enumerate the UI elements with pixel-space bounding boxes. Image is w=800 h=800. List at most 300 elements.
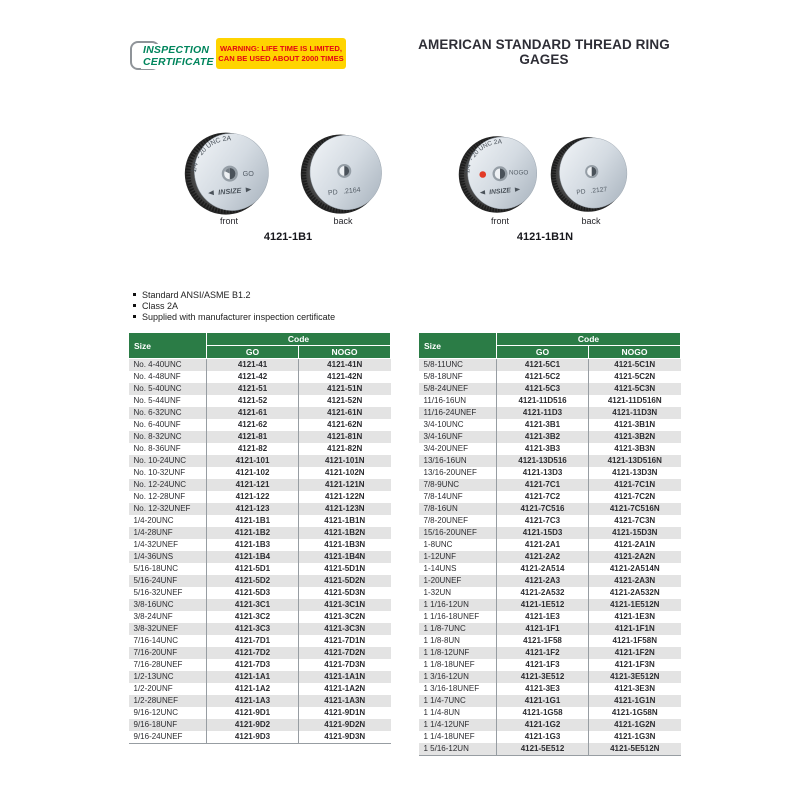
nogo-code-cell: 4121-1B3N (299, 539, 391, 551)
nogo-code-cell: 4121-1F1N (589, 623, 681, 635)
nogo-code-cell: 4121-1A3N (299, 695, 391, 707)
table-row (419, 359, 681, 372)
go-code-cell: 4121-123 (207, 503, 299, 515)
nogo-code-cell: 4121-15D3N (589, 527, 681, 539)
logo-line2: CERTIFICATE (143, 55, 214, 68)
nogo-code-cell: 4121-7C1N (589, 479, 681, 491)
table-row (419, 707, 681, 719)
table-row (419, 443, 681, 455)
table-row (129, 515, 391, 527)
size-cell: 1/2-20UNF (133, 684, 173, 693)
nogo-code-cell: 4121-2A514N (589, 563, 681, 575)
svg-text:PD.2127: PD .2127 (576, 186, 608, 197)
nogo-code-cell: 4121-5C2N (589, 371, 681, 383)
nogo-code-cell: 4121-5E512N (589, 743, 681, 756)
thread-gage-table-left (128, 332, 391, 744)
go-code-cell: 4121-3C2 (207, 611, 299, 623)
nogo-code-cell: 4121-2A3N (589, 575, 681, 587)
go-code-cell: 4121-3E512 (497, 671, 589, 683)
table-row (129, 611, 391, 623)
go-code-cell: 4121-122 (207, 491, 299, 503)
go-code-cell: 4121-9D2 (207, 719, 299, 731)
go-code-cell: 4121-1G1 (497, 695, 589, 707)
table-row (129, 731, 391, 744)
front-view-label: front (490, 216, 509, 226)
nogo-code-cell: 4121-42N (299, 371, 391, 383)
size-cell: 5/16-24UNF (129, 575, 207, 587)
go-code-cell: 4121-5D3 (207, 587, 299, 599)
square-bullet-icon (133, 304, 136, 307)
size-cell: 9/16-12UNC (133, 708, 178, 717)
size-cell: No. 4-48UNF (133, 372, 181, 381)
table-row (129, 575, 391, 587)
size-cell: 3/4-16UNF (419, 431, 497, 443)
center-hole (337, 164, 351, 178)
nogo-column-header: NOGO (589, 346, 681, 359)
front-view-label: front (219, 216, 238, 226)
nogo-code-cell: 4121-41N (299, 359, 391, 372)
go-code-cell: 4121-7D1 (207, 635, 299, 647)
feature-list (133, 289, 335, 322)
gage-photo-nogo-back (550, 132, 632, 214)
size-cell: 1/4-20UNC (133, 516, 174, 525)
table-body (419, 359, 681, 756)
size-cell: 1 1/4-12UNF (419, 719, 497, 731)
table-row (419, 515, 681, 527)
lifetime-warning-badge (216, 38, 346, 69)
table-row (419, 599, 681, 611)
size-cell: 1/4-28UNF (129, 527, 207, 539)
nogo-red-dot (479, 171, 486, 178)
table-row (129, 383, 391, 395)
table-row (129, 719, 391, 731)
size-cell: 1 3/16-12UN (419, 671, 497, 683)
table-row (129, 659, 391, 671)
go-code-cell: 4121-1F3 (497, 659, 589, 671)
table-row (419, 407, 681, 419)
size-cell: No. 8-32UNC (129, 431, 207, 443)
table-row (129, 395, 391, 407)
size-cell: 3/4-10UNC (423, 420, 464, 429)
go-code-cell: 4121-1A2 (207, 683, 299, 695)
table-row (419, 743, 681, 756)
size-cell: No. 5-40UNC (129, 383, 207, 395)
size-cell: 1 3/16-18UNEF (423, 684, 480, 693)
go-code-cell: 4121-15D3 (497, 527, 589, 539)
table-row (419, 563, 681, 575)
table-row (419, 635, 681, 647)
go-code-cell: 4121-2A2 (497, 551, 589, 563)
nogo-code-cell: 4121-1G3N (589, 731, 681, 743)
go-code-cell: 4121-1B4 (207, 551, 299, 563)
nogo-code-cell: 4121-5D2N (299, 575, 391, 587)
nogo-code-cell: 4121-3B3N (589, 443, 681, 455)
nogo-code-cell: 4121-3B1N (589, 419, 681, 431)
table-row (419, 551, 681, 563)
size-cell: No. 12-24UNC (129, 479, 207, 491)
go-code-cell: 4121-42 (207, 371, 299, 383)
size-column-header: Size (419, 333, 497, 359)
nogo-code-cell: 4121-1E3N (589, 611, 681, 623)
nogo-column-header: NOGO (299, 346, 391, 359)
nogo-code-cell: 4121-9D2N (299, 719, 391, 731)
nogo-code-cell: 4121-121N (299, 479, 391, 491)
table-row (419, 647, 681, 659)
nogo-code-cell: 4121-1B1N (299, 515, 391, 527)
size-cell: No. 10-24UNC (129, 455, 207, 467)
size-cell: No. 12-32UNEF (129, 503, 207, 515)
table-row (419, 575, 681, 587)
size-cell: 7/16-20UNF (129, 647, 207, 659)
size-cell: No. 8-36UNF (133, 444, 181, 453)
size-cell: 13/16-16UN (419, 455, 497, 467)
nogo-code-cell: 4121-123N (299, 503, 391, 515)
size-cell: No. 6-32UNC (129, 407, 207, 419)
size-cell: 1/2-13UNC (129, 671, 207, 683)
center-hole (585, 165, 598, 178)
go-code-cell: 4121-11D3 (497, 407, 589, 419)
table-row (419, 611, 681, 623)
table-row (419, 671, 681, 683)
go-code-cell: 4121-1B3 (207, 539, 299, 551)
go-code-cell: 4121-3C3 (207, 623, 299, 635)
size-cell: 1 1/4-8UN (423, 708, 460, 717)
back-view-label: back (581, 216, 601, 226)
go-code-cell: 4121-51 (207, 383, 299, 395)
table-row (419, 503, 681, 515)
gage-photo-go-front (184, 127, 274, 217)
go-code-cell: 4121-3E3 (497, 683, 589, 695)
nogo-code-cell: 4121-1G2N (589, 719, 681, 731)
table-row (419, 371, 681, 383)
table-row (129, 635, 391, 647)
table-row (419, 455, 681, 467)
table-row (419, 719, 681, 731)
size-cell: 1 5/16-12UN (419, 743, 497, 756)
table-row (129, 443, 391, 455)
go-code-cell: 4121-7C2 (497, 491, 589, 503)
go-code-cell: 4121-101 (207, 455, 299, 467)
go-code-cell: 4121-7C516 (497, 503, 589, 515)
nogo-code-cell: 4121-1F3N (589, 659, 681, 671)
table-row (129, 407, 391, 419)
table-row (129, 359, 391, 372)
size-cell: 3/8-32UNEF (129, 623, 207, 635)
nogo-code-cell: 4121-2A1N (589, 539, 681, 551)
go-code-cell: 4121-1E3 (497, 611, 589, 623)
go-code-cell: 4121-2A532 (497, 587, 589, 599)
go-code-cell: 4121-3B1 (497, 419, 589, 431)
nogo-code-cell: 4121-7D1N (299, 635, 391, 647)
go-code-cell: 4121-1G3 (497, 731, 589, 743)
table-row (129, 503, 391, 515)
go-code-cell: 4121-3B2 (497, 431, 589, 443)
nogo-code-cell: 4121-1A2N (299, 683, 391, 695)
model-caption-go: 4121-1B1 (263, 231, 313, 243)
warning-line2: CAN BE USED ABOUT 2000 TIMES (218, 53, 344, 63)
feature-item (133, 311, 335, 322)
go-code-cell: 4121-1B2 (207, 527, 299, 539)
size-cell: 1-8UNC (423, 540, 453, 549)
nogo-code-cell: 4121-5D3N (299, 587, 391, 599)
nogo-code-cell: 4121-51N (299, 383, 391, 395)
go-code-cell: 4121-61 (207, 407, 299, 419)
size-cell: No. 5-44UNF (133, 396, 181, 405)
nogo-code-cell: 4121-1G58N (589, 707, 681, 719)
table-header (419, 333, 681, 359)
nogo-code-cell: 4121-5C1N (589, 359, 681, 372)
table-row (419, 695, 681, 707)
go-code-cell: 4121-1E512 (497, 599, 589, 611)
size-cell: 3/4-20UNEF (423, 444, 468, 453)
table-row (129, 563, 391, 575)
logo-line1: INSPECTION (143, 44, 210, 56)
size-cell: 5/16-18UNC (133, 564, 178, 573)
size-cell: 3/8-16UNC (129, 599, 207, 611)
go-code-cell: 4121-7D3 (207, 659, 299, 671)
size-cell: No. 12-28UNF (133, 492, 186, 501)
nogo-code-cell: 4121-9D1N (299, 707, 391, 719)
code-column-header: Code (497, 333, 681, 346)
go-code-cell: 4121-1G2 (497, 719, 589, 731)
nogo-code-cell: 4121-61N (299, 407, 391, 419)
nogo-code-cell: 4121-7D2N (299, 647, 391, 659)
nogo-code-cell: 4121-9D3N (299, 731, 391, 744)
table-row (129, 491, 391, 503)
size-cell: 13/16-20UNEF (423, 468, 477, 477)
thread-gage-table-right (418, 332, 681, 756)
go-code-cell: 4121-5D1 (207, 563, 299, 575)
table-row (129, 587, 391, 599)
nogo-code-cell: 4121-1B2N (299, 527, 391, 539)
table-row (419, 491, 681, 503)
nogo-code-cell: 4121-7C2N (589, 491, 681, 503)
table-row (129, 707, 391, 719)
table-row (129, 467, 391, 479)
table-row (419, 731, 681, 743)
go-code-cell: 4121-11D516 (497, 395, 589, 407)
table-row (129, 479, 391, 491)
svg-text:PD.2164: PD .2164 (327, 186, 361, 198)
go-code-cell: 4121-7C1 (497, 479, 589, 491)
size-cell: 7/8-16UN (419, 503, 497, 515)
nogo-code-cell: 4121-3E3N (589, 683, 681, 695)
nogo-code-cell: 4121-1E512N (589, 599, 681, 611)
table-row (419, 539, 681, 551)
size-cell: 1/4-32UNEF (133, 540, 178, 549)
go-code-cell: 4121-7D2 (207, 647, 299, 659)
go-code-cell: 4121-2A1 (497, 539, 589, 551)
table-row (419, 527, 681, 539)
nogo-code-cell: 4121-52N (299, 395, 391, 407)
nogo-code-cell: 4121-5C3N (589, 383, 681, 395)
nogo-code-cell: 4121-102N (299, 467, 391, 479)
table-row (129, 551, 391, 563)
size-cell: No. 4-40UNC (129, 359, 207, 372)
go-code-cell: 4121-9D3 (207, 731, 299, 744)
svg-text:INSIZE: INSIZE (488, 187, 512, 197)
nogo-code-cell: 4121-11D3N (589, 407, 681, 419)
go-code-cell: 4121-121 (207, 479, 299, 491)
go-code-cell: 4121-1F58 (497, 635, 589, 647)
size-cell: 1 1/4-18UNEF (423, 732, 475, 741)
go-code-cell: 4121-5E512 (497, 743, 589, 756)
size-cell: 7/16-28UNEF (133, 660, 183, 669)
go-code-cell: 4121-5D2 (207, 575, 299, 587)
size-cell: 1 1/8-18UNEF (423, 660, 475, 669)
go-code-cell: 4121-1A1 (207, 671, 299, 683)
nogo-code-cell: 4121-82N (299, 443, 391, 455)
go-code-cell: 4121-1F2 (497, 647, 589, 659)
nogo-code-cell: 4121-81N (299, 431, 391, 443)
svg-text:INSIZE: INSIZE (217, 185, 242, 197)
table-row (129, 527, 391, 539)
size-cell: No. 10-32UNF (133, 468, 186, 477)
go-code-cell: 4121-9D1 (207, 707, 299, 719)
gage-photo-go-back (300, 129, 387, 216)
feature-text: Class 2A (142, 300, 179, 311)
size-cell: 9/16-24UNEF (129, 731, 207, 744)
size-cell: 5/16-32UNEF (133, 588, 183, 597)
table-row (419, 419, 681, 431)
go-code-cell: 4121-5C2 (497, 371, 589, 383)
gage-photo-nogo-front (458, 131, 542, 215)
size-cell: 5/8-24UNEF (419, 383, 497, 395)
go-code-cell: 4121-2A3 (497, 575, 589, 587)
go-code-cell: 4121-1G58 (497, 707, 589, 719)
nogo-code-cell: 4121-1A1N (299, 671, 391, 683)
table-row (129, 455, 391, 467)
nogo-code-cell: 4121-7D3N (299, 659, 391, 671)
page-title: AMERICAN STANDARD THREAD RING GAGES (418, 37, 670, 67)
table-row (129, 371, 391, 383)
nogo-code-cell: 4121-62N (299, 419, 391, 431)
size-cell: 7/16-14UNC (133, 636, 178, 645)
size-cell: 1-12UNF (419, 551, 497, 563)
size-cell: 5/8-18UNF (423, 372, 463, 381)
size-cell: 7/8-9UNC (419, 479, 497, 491)
size-cell: 1 1/8-12UNF (419, 647, 497, 659)
size-cell: 15/16-20UNEF (419, 527, 497, 539)
thread-spec-arc-text: 1/4" - 20 UNC 2A (190, 135, 232, 173)
nogo-code-cell: 4121-2A532N (589, 587, 681, 599)
go-code-cell: 4121-82 (207, 443, 299, 455)
table-row (129, 623, 391, 635)
size-cell: 1-20UNEF (419, 575, 497, 587)
go-code-cell: 4121-41 (207, 359, 299, 372)
table-row (419, 395, 681, 407)
nogo-code-cell: 4121-1F58N (589, 635, 681, 647)
table-row (419, 623, 681, 635)
feature-item (133, 300, 335, 311)
code-column-header: Code (207, 333, 391, 346)
size-cell: 3/8-24UNF (133, 612, 173, 621)
table-row (419, 383, 681, 395)
nogo-code-cell: 4121-1G1N (589, 695, 681, 707)
go-code-cell: 4121-81 (207, 431, 299, 443)
size-cell: 1 1/16-18UNEF (423, 612, 480, 621)
square-bullet-icon (133, 293, 136, 296)
nogo-code-cell: 4121-3B2N (589, 431, 681, 443)
nogo-code-cell: 4121-7C3N (589, 515, 681, 527)
table-row (129, 599, 391, 611)
size-cell: 7/8-14UNF (423, 492, 463, 501)
go-code-cell: 4121-1A3 (207, 695, 299, 707)
size-cell: 1/4-36UNS (129, 551, 207, 563)
size-cell: 9/16-18UNF (129, 719, 207, 731)
size-cell: 1 1/16-12UN (419, 599, 497, 611)
table-row (129, 647, 391, 659)
center-hole (493, 166, 508, 181)
go-code-cell: 4121-13D3 (497, 467, 589, 479)
nogo-code-cell: 4121-3C1N (299, 599, 391, 611)
nogo-code-cell: 4121-7C516N (589, 503, 681, 515)
feature-item (133, 289, 335, 300)
go-code-cell: 4121-13D516 (497, 455, 589, 467)
table-row (129, 431, 391, 443)
go-code-cell: 4121-52 (207, 395, 299, 407)
feature-text: Standard ANSI/ASME B1.2 (142, 289, 251, 300)
table-row (129, 539, 391, 551)
center-hole (222, 166, 238, 182)
nogo-code-cell: 4121-3E512N (589, 671, 681, 683)
warning-line1: WARNING: LIFE TIME IS LIMITED, (220, 44, 342, 53)
go-code-cell: 4121-7C3 (497, 515, 589, 527)
size-cell: 5/8-11UNC (419, 359, 497, 372)
go-code-cell: 4121-102 (207, 467, 299, 479)
inspection-certificate-logo (130, 40, 225, 74)
go-column-header: GO (497, 346, 589, 359)
table-row (129, 683, 391, 695)
table-row (129, 695, 391, 707)
table-row (129, 419, 391, 431)
size-cell: 1/2-28UNEF (129, 695, 207, 707)
nogo-code-cell: 4121-101N (299, 455, 391, 467)
nogo-code-cell: 4121-1B4N (299, 551, 391, 563)
nogo-code-cell: 4121-122N (299, 491, 391, 503)
table-body (129, 359, 391, 744)
nogo-code-cell: 4121-3C2N (299, 611, 391, 623)
go-code-cell: 4121-3C1 (207, 599, 299, 611)
go-code-cell: 4121-2A514 (497, 563, 589, 575)
table-row (419, 587, 681, 599)
logo-text (141, 44, 216, 69)
nogo-code-cell: 4121-13D3N (589, 467, 681, 479)
square-bullet-icon (133, 315, 136, 318)
size-cell: 1 1/4-7UNC (419, 695, 497, 707)
size-column-header: Size (129, 333, 207, 359)
size-cell: 11/16-16UN (423, 396, 467, 405)
size-cell: 1-14UNS (423, 564, 457, 573)
size-cell: 1 1/8-8UN (423, 636, 460, 645)
table-row (419, 479, 681, 491)
table-header (129, 333, 391, 359)
nogo-code-cell: 4121-5D1N (299, 563, 391, 575)
size-cell: 1-32UN (423, 588, 452, 597)
table-row (419, 683, 681, 695)
size-cell: 1 1/8-7UNC (419, 623, 497, 635)
nogo-code-cell: 4121-3C3N (299, 623, 391, 635)
thread-spec-arc-text: 1/4" - 20 UNC 2A (464, 138, 503, 174)
go-code-cell: 4121-3B3 (497, 443, 589, 455)
back-view-label: back (333, 216, 353, 226)
nogo-code-cell: 4121-1F2N (589, 647, 681, 659)
go-code-cell: 4121-62 (207, 419, 299, 431)
size-cell: 11/16-24UNEF (419, 407, 497, 419)
nogo-code-cell: 4121-2A2N (589, 551, 681, 563)
table-row (419, 431, 681, 443)
feature-text: Supplied with manufacturer inspection certificate (142, 311, 336, 322)
